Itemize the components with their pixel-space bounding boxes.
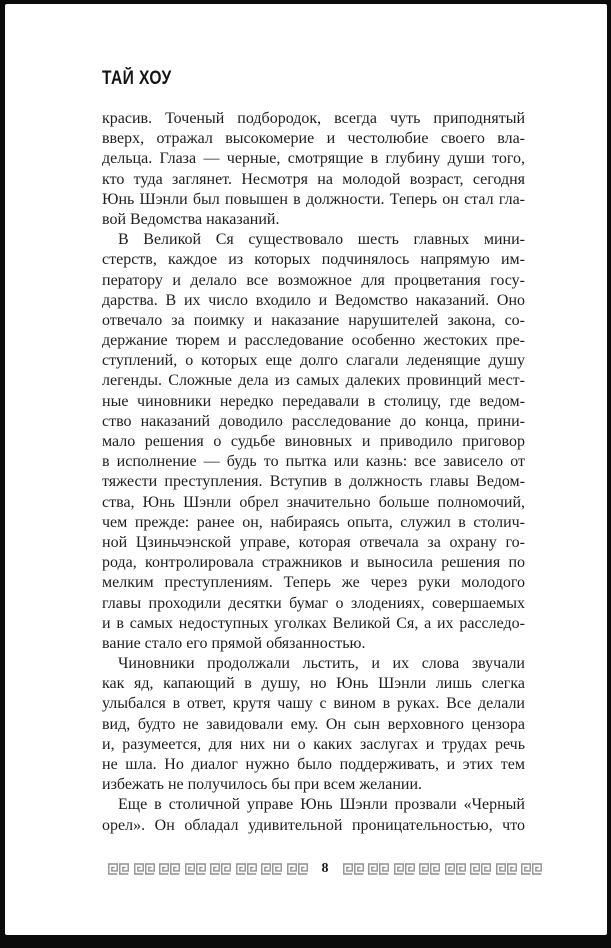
greek-key-pair (521, 862, 542, 876)
text-line: вание стало его прямой обязанностью. (102, 634, 366, 652)
text-line: отвечало за поимку и наказание нарушителей закона, со- (102, 311, 525, 329)
greek-key-icon (481, 862, 491, 876)
greek-key-icon (354, 862, 364, 876)
greek-key-icon (521, 862, 531, 876)
text-line: вверх, отражал высокомерие и честолюбие своего вла- (102, 130, 525, 148)
text-line: легенды. Сложные дела из самых далеких провинций мест- (102, 372, 525, 390)
greek-key-pair (159, 862, 180, 876)
text-line: ные чиновники нередко передавали в столицу, где ведом- (102, 392, 525, 410)
text-line: держание тюрем и расследование особенно жестоких пре- (102, 332, 525, 350)
text-line: ступлений, о которых еще долго слагали леденящие душу (102, 352, 525, 370)
text-line: В Великой Ся существовало шесть главных мини- (118, 231, 525, 249)
greek-key-pair (470, 862, 491, 876)
greek-key-icon (145, 862, 155, 876)
greek-key-icon (185, 862, 195, 876)
greek-key-ornament-left (108, 862, 308, 876)
greek-key-pair (185, 862, 206, 876)
greek-key-icon (368, 862, 378, 876)
text-line: кто туда заглянет. Несмотря на молодой возраст, сегодня (102, 170, 525, 188)
text-line: мало решения о судьбе виновных и приводило приговор (102, 433, 525, 450)
greek-key-icon (210, 862, 220, 876)
greek-key-icon (298, 862, 308, 876)
greek-key-pair (261, 862, 282, 876)
text-line: ство наказаний доводило расследование до конца, прини- (102, 412, 525, 430)
greek-key-pair (236, 862, 257, 876)
text-line: Еще в столичной управе Юнь Шэнли прозвали «Черный (118, 796, 525, 814)
greek-key-icon (456, 862, 466, 876)
greek-key-icon (236, 862, 246, 876)
text-line: улыбался в ответ, крутя чашу с вином в руках. Все делали (102, 695, 525, 713)
greek-key-icon (470, 862, 480, 876)
text-line: красив. Точеный подбородок, всегда чуть приподнятый (102, 110, 525, 127)
greek-key-pair (210, 862, 231, 876)
greek-key-pair (287, 862, 308, 876)
greek-key-icon (496, 862, 506, 876)
text-line: Юнь Шэнли был повышен в должности. Теперь он стал гла- (102, 190, 525, 208)
greek-key-pair (419, 862, 440, 876)
greek-key-icon (379, 862, 389, 876)
greek-key-icon (261, 862, 271, 876)
text-line: рода, контролировала стражников и выносила решения по (102, 554, 525, 572)
page-footer (108, 860, 542, 878)
greek-key-ornament-right (343, 862, 543, 876)
running-head-author: ТАЙ ХОУ (102, 68, 172, 89)
text-line: и, разумеется, для них ни о каких заслугах и трудах речь (102, 735, 525, 753)
greek-key-icon (405, 862, 415, 876)
greek-key-icon (119, 862, 129, 876)
greek-key-icon (108, 862, 118, 876)
greek-key-icon (247, 862, 257, 876)
greek-key-icon (272, 862, 282, 876)
greek-key-icon (394, 862, 404, 876)
greek-key-pair (496, 862, 517, 876)
greek-key-icon (134, 862, 144, 876)
greek-key-pair (108, 862, 129, 876)
text-line: и в самых недоступных уголках Великой Ся, а их расследо- (102, 614, 525, 632)
text-line: Чиновники продолжали льстить, и их слова звучали (118, 655, 525, 673)
text-line: вид, будто не завидовали ему. Он сын верховного цензора (102, 715, 525, 733)
text-line: ператору и делало все возможное для процветания госу- (102, 271, 525, 289)
text-line: чем прежде: ранее он, набираясь опыта, служил в столич- (102, 513, 525, 531)
text-line: не шла. Но диалог нужно было поддерживать, и этих тем (102, 756, 525, 773)
greek-key-icon (430, 862, 440, 876)
text-line: дельца. Глаза — черные, смотрящие в глубину души того, (102, 150, 525, 168)
greek-key-icon (221, 862, 231, 876)
greek-key-pair (343, 862, 364, 876)
text-line: главы проходили десятки бумаг о злодениях, совершаемых (102, 594, 525, 612)
text-line: мелким преступлениям. Теперь же через руки молодого (102, 574, 525, 592)
greek-key-pair (445, 862, 466, 876)
text-line: в исполнение — будь то пытка или казнь: все зависело от (102, 453, 525, 471)
greek-key-pair (394, 862, 415, 876)
greek-key-pair (134, 862, 155, 876)
greek-key-icon (445, 862, 455, 876)
text-line: ства, Юнь Шэнли обрел значительно больше полномочий, (102, 493, 525, 511)
book-page (5, 4, 607, 935)
greek-key-icon (419, 862, 429, 876)
text-line: тяжести преступления. Вступив в должность главы Ведом- (102, 473, 525, 491)
text-line: ной Цзиньчэнской управе, которая отвечала за охрану го- (102, 533, 525, 551)
greek-key-icon (170, 862, 180, 876)
greek-key-icon (532, 862, 542, 876)
greek-key-pair (368, 862, 389, 876)
text-line: орел». Он обладал удивительной проницательностью, что (102, 816, 525, 834)
greek-key-icon (196, 862, 206, 876)
text-line: вой Ведомства наказаний. (102, 210, 280, 228)
text-line: как яд, капающий в душу, но Юнь Шэнли лишь слегка (102, 675, 525, 693)
page-number: 8 (321, 861, 329, 876)
text-line: избежать не получилось бы при всем желании. (102, 776, 423, 794)
greek-key-icon (287, 862, 297, 876)
text-line: дарства. В их число входило и Ведомство наказаний. Оно (102, 291, 525, 309)
body-text (102, 109, 525, 836)
greek-key-icon (343, 862, 353, 876)
greek-key-icon (507, 862, 517, 876)
text-line: стерств, каждое из которых подчинялось напрямую им- (102, 251, 525, 269)
greek-key-icon (159, 862, 169, 876)
